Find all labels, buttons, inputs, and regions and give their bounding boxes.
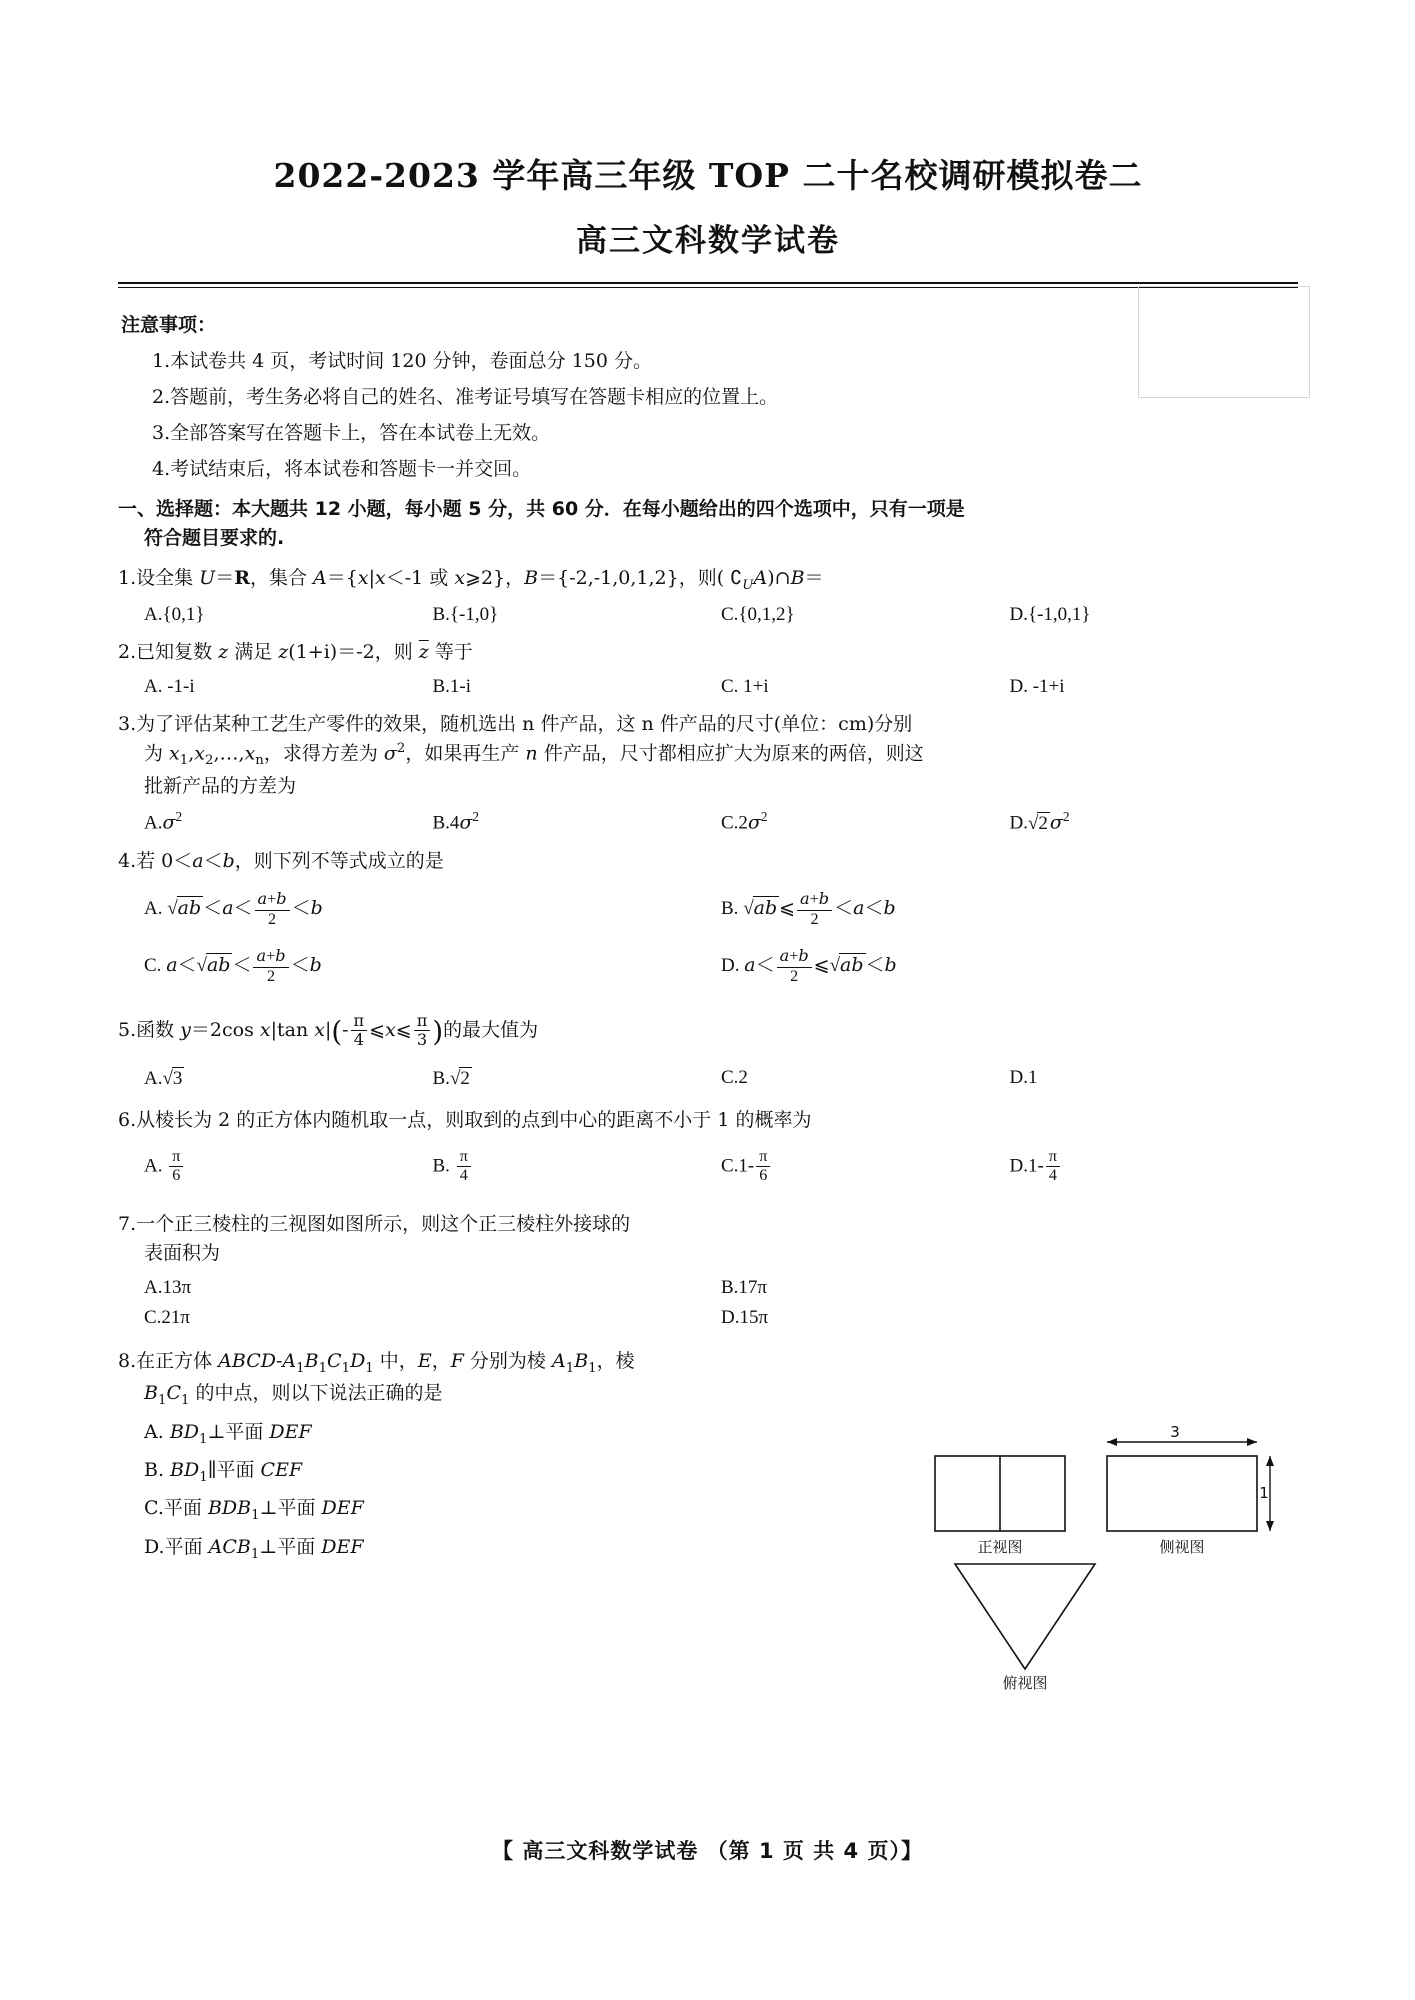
divider: [118, 282, 1298, 288]
option-c[interactable]: C.1- $\frac{\pi}{6}$: [721, 1148, 1010, 1186]
question-8-option-b[interactable]: B. $BD_1\parallel$平面 CEF: [144, 1458, 303, 1485]
question-6: [118, 1106, 1298, 1135]
section-label: 一、选择题：: [118, 498, 233, 520]
option-a[interactable]: $A.\sigma^2$: [144, 809, 183, 834]
option-d[interactable]: D.15π: [721, 1306, 769, 1328]
question-4-options-row-2: [144, 947, 1298, 986]
option-c[interactable]: C. a＜ √ ab ＜ $\frac{a+b}{2}$ ＜b: [144, 947, 721, 986]
question-3-line-1: 3.为了评估某种工艺生产零件的效果，随机选出 n 件产品，这 n 件产品的尺寸(单位：cm)分别: [118, 712, 913, 735]
option-b[interactable]: B. $\frac{\pi}{4}$: [433, 1148, 722, 1186]
notice-heading: 注意事项：: [121, 314, 217, 336]
option-a[interactable]: A. $\frac{\pi}{6}$: [144, 1148, 433, 1186]
notice-item: 4.考试结束后，将本试卷和答题卡一并交回。: [152, 458, 532, 480]
title-line-1: 2022-2023 学年高三年级 TOP 二十名校调研模拟卷二: [273, 156, 1143, 195]
option-c[interactable]: C.21π: [144, 1306, 191, 1328]
question-3-options: [144, 809, 1298, 834]
option-b[interactable]: $B.4\sigma^2$: [432, 809, 480, 834]
option-a[interactable]: A.{0,1}: [144, 604, 205, 626]
page-footer: 【 高三文科数学试卷 （第 1 页 共 4 页）】: [492, 1839, 923, 1863]
svg-text:1: 1: [1259, 1484, 1269, 1502]
title-line-2: 高三文科数学试卷: [576, 223, 840, 259]
question-4: [118, 847, 1298, 876]
question-8-option-a[interactable]: A. $BD_1\perp$平面 DEF: [144, 1420, 312, 1447]
question-2-options: [144, 676, 1298, 698]
option-c[interactable]: C.{0,1,2}: [721, 604, 795, 626]
option-a[interactable]: A. √ 3: [144, 1067, 433, 1090]
top-view-label: 俯视图: [1002, 1674, 1048, 1692]
question-7-options-row-1: [144, 1277, 1298, 1299]
option-b[interactable]: B.{-1,0}: [432, 604, 499, 626]
question-4-stem: 4.若 0＜a＜b，则下列不等式成立的是: [118, 849, 444, 872]
question-3-line-3: 批新产品的方差为: [144, 775, 297, 798]
question-7-line-1: 7.一个正三棱柱的三视图如图所示，则这个正三棱柱外接球的: [118, 1212, 631, 1235]
question-3-line-2: 为 $x_1,x_2,\dots,x_n$，求得方差为 $\sigma^2$，如果再生产 n 件产品，尺寸都相应扩大为原来的两倍，则这: [144, 741, 924, 769]
section-heading: [118, 495, 1298, 552]
option-d[interactable]: D. √ 2 $\sigma^2$: [1010, 809, 1299, 834]
option-d[interactable]: D.1: [1009, 1067, 1038, 1089]
question-5-options: [144, 1067, 1298, 1090]
option-d[interactable]: D.1- $\frac{\pi}{4}$: [1010, 1148, 1299, 1186]
option-b[interactable]: B.1-i: [432, 675, 472, 697]
section-text-2: 符合题目要求的.: [144, 526, 285, 549]
svg-text:3: 3: [1170, 1424, 1180, 1441]
option-c[interactable]: $C.2\sigma^2$: [721, 809, 768, 834]
option-b[interactable]: B. √ 2: [433, 1067, 722, 1090]
question-8-option-c[interactable]: C.平面 $BDB_1\perp$平面 DEF: [144, 1497, 364, 1524]
question-7: [118, 1210, 1298, 1269]
question-1-options: [144, 604, 1298, 626]
notice-item: 2.答题前，考生务必将自己的姓名、准考证号填写在答题卡相应的位置上。: [152, 386, 779, 408]
option-b[interactable]: B.17π: [721, 1276, 768, 1298]
side-view-label: 侧视图: [1159, 1538, 1205, 1556]
question-7-line-2: 表面积为: [144, 1242, 221, 1265]
option-d[interactable]: D.{-1,0,1}: [1009, 604, 1091, 626]
option-a[interactable]: A. √ ab ＜a＜ $\frac{a+b}{2}$ ＜b: [144, 890, 721, 929]
option-b[interactable]: B. √ ab ⩽ $\frac{a+b}{2}$ ＜a＜b: [721, 890, 1298, 929]
page-title: [118, 150, 1298, 197]
question-8-option-d[interactable]: D.平面 $ACB_1\perp$平面 DEF: [144, 1535, 364, 1562]
option-a[interactable]: A.13π: [144, 1276, 192, 1298]
question-1-stem: 1.设全集 U＝R，集合 A＝{x|x＜-1 或 x⩾2}，B＝{-2,-1,0,1,2}，则( $∁_UA)\cap B=$: [118, 567, 824, 593]
question-8-line-2: $B_1C_1$ 的中点，则以下说法正确的是: [144, 1382, 443, 1408]
question-6-options: [144, 1148, 1298, 1186]
question-5: [118, 1011, 1298, 1054]
question-3: [118, 710, 1298, 802]
watermark-box: [1138, 286, 1310, 398]
option-c[interactable]: C.2: [721, 1067, 748, 1089]
question-8-line-1: 8.在正方体 ABCD-$A_1B_1C_1D_1$ 中，E，F 分别为棱 $A_1B_1$，棱: [118, 1349, 635, 1376]
question-5-stem: 5.函数 y＝2cos x|tan x|(- $\frac{\pi}{4}$ ⩽x⩽ $\frac{\pi}{3}$ )的最大值为: [118, 1010, 539, 1050]
option-d[interactable]: D. -1+i: [1009, 675, 1065, 697]
page-subtitle: [118, 215, 1298, 260]
section-text: 本大题共 12 小题，每小题 5 分，共 60 分．在每小题给出的四个选项中，只有一项是: [232, 498, 965, 520]
question-2-stem: 2.已知复数 z 满足 z(1+i)＝-2，则 $\overline{z}$ 等于: [118, 641, 473, 664]
front-view-label: 正视图: [977, 1538, 1023, 1556]
question-2: [118, 638, 1298, 667]
page-content: [118, 0, 1298, 1565]
notice-item: 1.本试卷共 4 页，考试时间 120 分钟，卷面总分 150 分。: [152, 350, 652, 372]
option-c[interactable]: C. 1+i: [721, 675, 769, 697]
question-7-figure: [925, 1424, 1275, 1724]
notice-item: 3.全部答案写在答题卡上，答在本试卷上无效。: [152, 422, 551, 444]
question-6-stem: 6.从棱长为 2 的正方体内随机取一点，则取到的点到中心的距离不小于 1 的概率为: [118, 1109, 812, 1132]
option-a[interactable]: A. -1-i: [144, 675, 195, 697]
question-4-options-row-1: [144, 890, 1298, 929]
option-d[interactable]: D. a＜ $\frac{a+b}{2}$ ⩽ √ ab ＜b: [721, 947, 1298, 986]
question-1: [118, 564, 1298, 596]
question-7-options-row-2: [144, 1307, 1298, 1329]
